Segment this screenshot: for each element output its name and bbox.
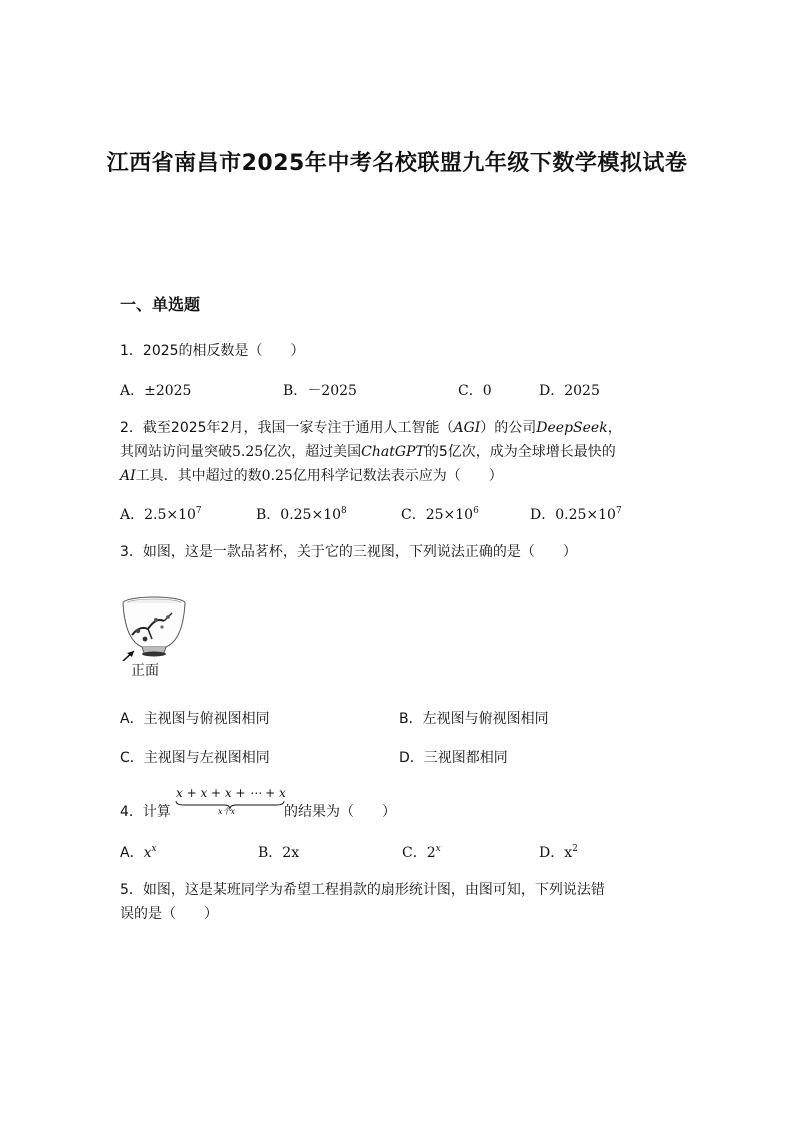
- q2-chatgpt: ChatGPT: [361, 444, 425, 460]
- question-4-post: 的结果为（ ）: [284, 804, 396, 820]
- q2-d-base: D．0.25×10: [530, 507, 616, 523]
- q1-option-c: C．0: [458, 383, 492, 399]
- q2-text: 的5亿次，成为全球增长最快的: [424, 444, 616, 460]
- q3-option-a: A．主视图与俯视图相同: [120, 711, 270, 727]
- q5-line-1: 5．如图，这是某班同学为希望工程捐款的扇形统计图，由图可知，下列说法错: [120, 882, 605, 898]
- q2-number: 0.25: [261, 468, 293, 484]
- question-2-stem: [120, 416, 680, 488]
- q2-option-b: [256, 503, 347, 527]
- q4-option-c: [402, 841, 441, 865]
- q2-text: 亿用科学记数法表示应为（ ）: [292, 468, 503, 484]
- q3-option-d: D．三视图都相同: [399, 750, 508, 766]
- question-4-pre: 4．计算: [120, 804, 171, 820]
- question-3-stem: 3．如图，这是一款品茗杯，关于它的三视图，下列说法正确的是（ ）: [120, 544, 577, 560]
- tea-cup-icon: [118, 595, 190, 661]
- q2-b-base: B．0.25×10: [256, 507, 342, 523]
- q2-d-exponent: 7: [615, 506, 622, 516]
- q2-option-d: [530, 503, 622, 527]
- q4-option-d: [539, 841, 578, 865]
- question-5-stem: [120, 878, 680, 926]
- q2-text: ）的公司: [480, 420, 537, 436]
- q3-option-b: B．左视图与俯视图相同: [399, 711, 549, 727]
- q2-text: 其网站访问量突破: [120, 444, 232, 460]
- q2-a-base: A．2.5×10: [120, 507, 196, 523]
- q2-text: 2．截至2025年2月，我国一家专注于通用人工智能（: [120, 420, 454, 436]
- q1-option-d: D．2025: [539, 383, 600, 399]
- q2-deepseek: DeepSeek: [536, 420, 608, 436]
- q2-a-exponent: 7: [195, 506, 202, 516]
- brace-sum: x + x + x + ⋯ + x: [176, 786, 286, 800]
- q2-line-1: [120, 416, 680, 440]
- overbrace-expression: [174, 786, 286, 822]
- section-heading: 一、单选题: [120, 295, 201, 314]
- q4-d-base: D．x: [539, 845, 573, 861]
- brace-count: x个x: [218, 807, 236, 816]
- q5-line-2: 误的是（ ）: [120, 906, 218, 922]
- question-1-stem: 1．2025的相反数是（ ）: [120, 343, 305, 359]
- q2-text: 亿次，超过美国: [263, 444, 362, 460]
- q4-a-exponent: x: [151, 844, 157, 854]
- q1-option-b: B．－2025: [283, 383, 357, 399]
- q4-d-exponent: 2: [572, 844, 578, 854]
- q1-option-a: A．±2025: [120, 383, 192, 399]
- q2-c-exponent: 6: [473, 506, 479, 516]
- q4-a-base: x: [143, 845, 152, 861]
- q2-ai: AI: [120, 468, 136, 484]
- tea-cup-figure: [118, 595, 190, 665]
- page-title: 江西省南昌市2025年中考名校联盟九年级下数学模拟试卷: [106, 151, 688, 176]
- q2-option-c: [401, 503, 479, 527]
- q2-agi: AGI: [453, 420, 481, 436]
- q4-c-base: C．2: [402, 845, 436, 861]
- q2-b-exponent: 8: [341, 506, 347, 516]
- q2-text: 工具．其中超过的数: [135, 468, 262, 484]
- q4-option-b: B．2x: [258, 845, 300, 861]
- q4-option-a: [120, 841, 157, 865]
- q2-c-base: C．25×10: [401, 507, 474, 523]
- q4-a-prefix: A．: [120, 845, 144, 861]
- q2-line-2: [120, 440, 680, 464]
- figure-label: 正面: [131, 663, 159, 679]
- q2-option-a: [120, 503, 202, 527]
- q2-number: 5.25: [232, 444, 264, 460]
- q4-c-exponent: x: [435, 844, 441, 854]
- q3-option-c: C．主视图与左视图相同: [120, 750, 270, 766]
- q2-line-3: [120, 464, 680, 488]
- q2-text: ，: [607, 420, 622, 436]
